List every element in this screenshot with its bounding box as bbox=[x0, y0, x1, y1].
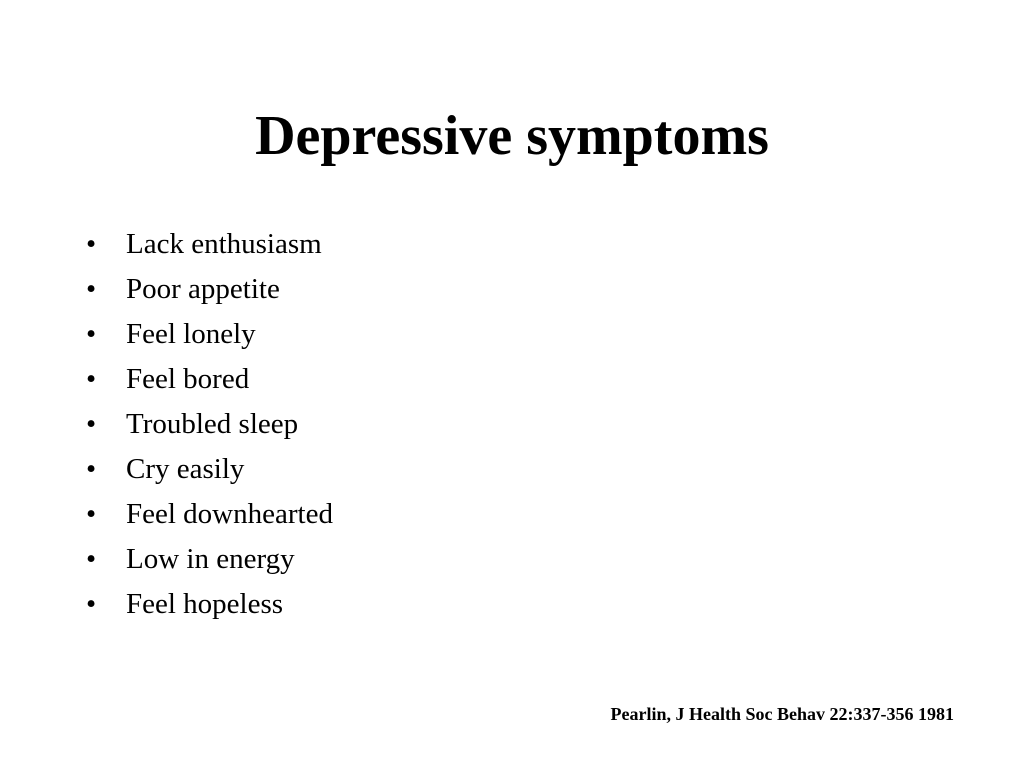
list-item-label: Cry easily bbox=[126, 453, 245, 485]
list-item-label: Troubled sleep bbox=[126, 408, 299, 440]
slide-title: Depressive symptoms bbox=[255, 105, 769, 167]
bullet-icon: • bbox=[86, 498, 97, 530]
bullet-icon: • bbox=[86, 228, 97, 260]
list-item-label: Lack enthusiasm bbox=[126, 228, 322, 260]
bullet-icon: • bbox=[86, 318, 97, 350]
bullet-icon: • bbox=[86, 588, 97, 620]
bullet-icon: • bbox=[86, 453, 97, 485]
bullet-icon: • bbox=[86, 363, 97, 395]
bullet-icon: • bbox=[86, 273, 97, 305]
citation: Pearlin, J Health Soc Behav 22:337-356 1981 bbox=[610, 704, 954, 724]
bullet-icon: • bbox=[86, 408, 97, 440]
bullet-icon: • bbox=[86, 543, 97, 575]
list-item-label: Feel bored bbox=[126, 363, 250, 395]
list-item-label: Feel hopeless bbox=[126, 588, 284, 620]
list-item-label: Poor appetite bbox=[126, 273, 280, 305]
list-item-label: Low in energy bbox=[126, 543, 295, 575]
list-item-label: Feel lonely bbox=[126, 318, 256, 350]
list-item-label: Feel downhearted bbox=[126, 498, 333, 530]
